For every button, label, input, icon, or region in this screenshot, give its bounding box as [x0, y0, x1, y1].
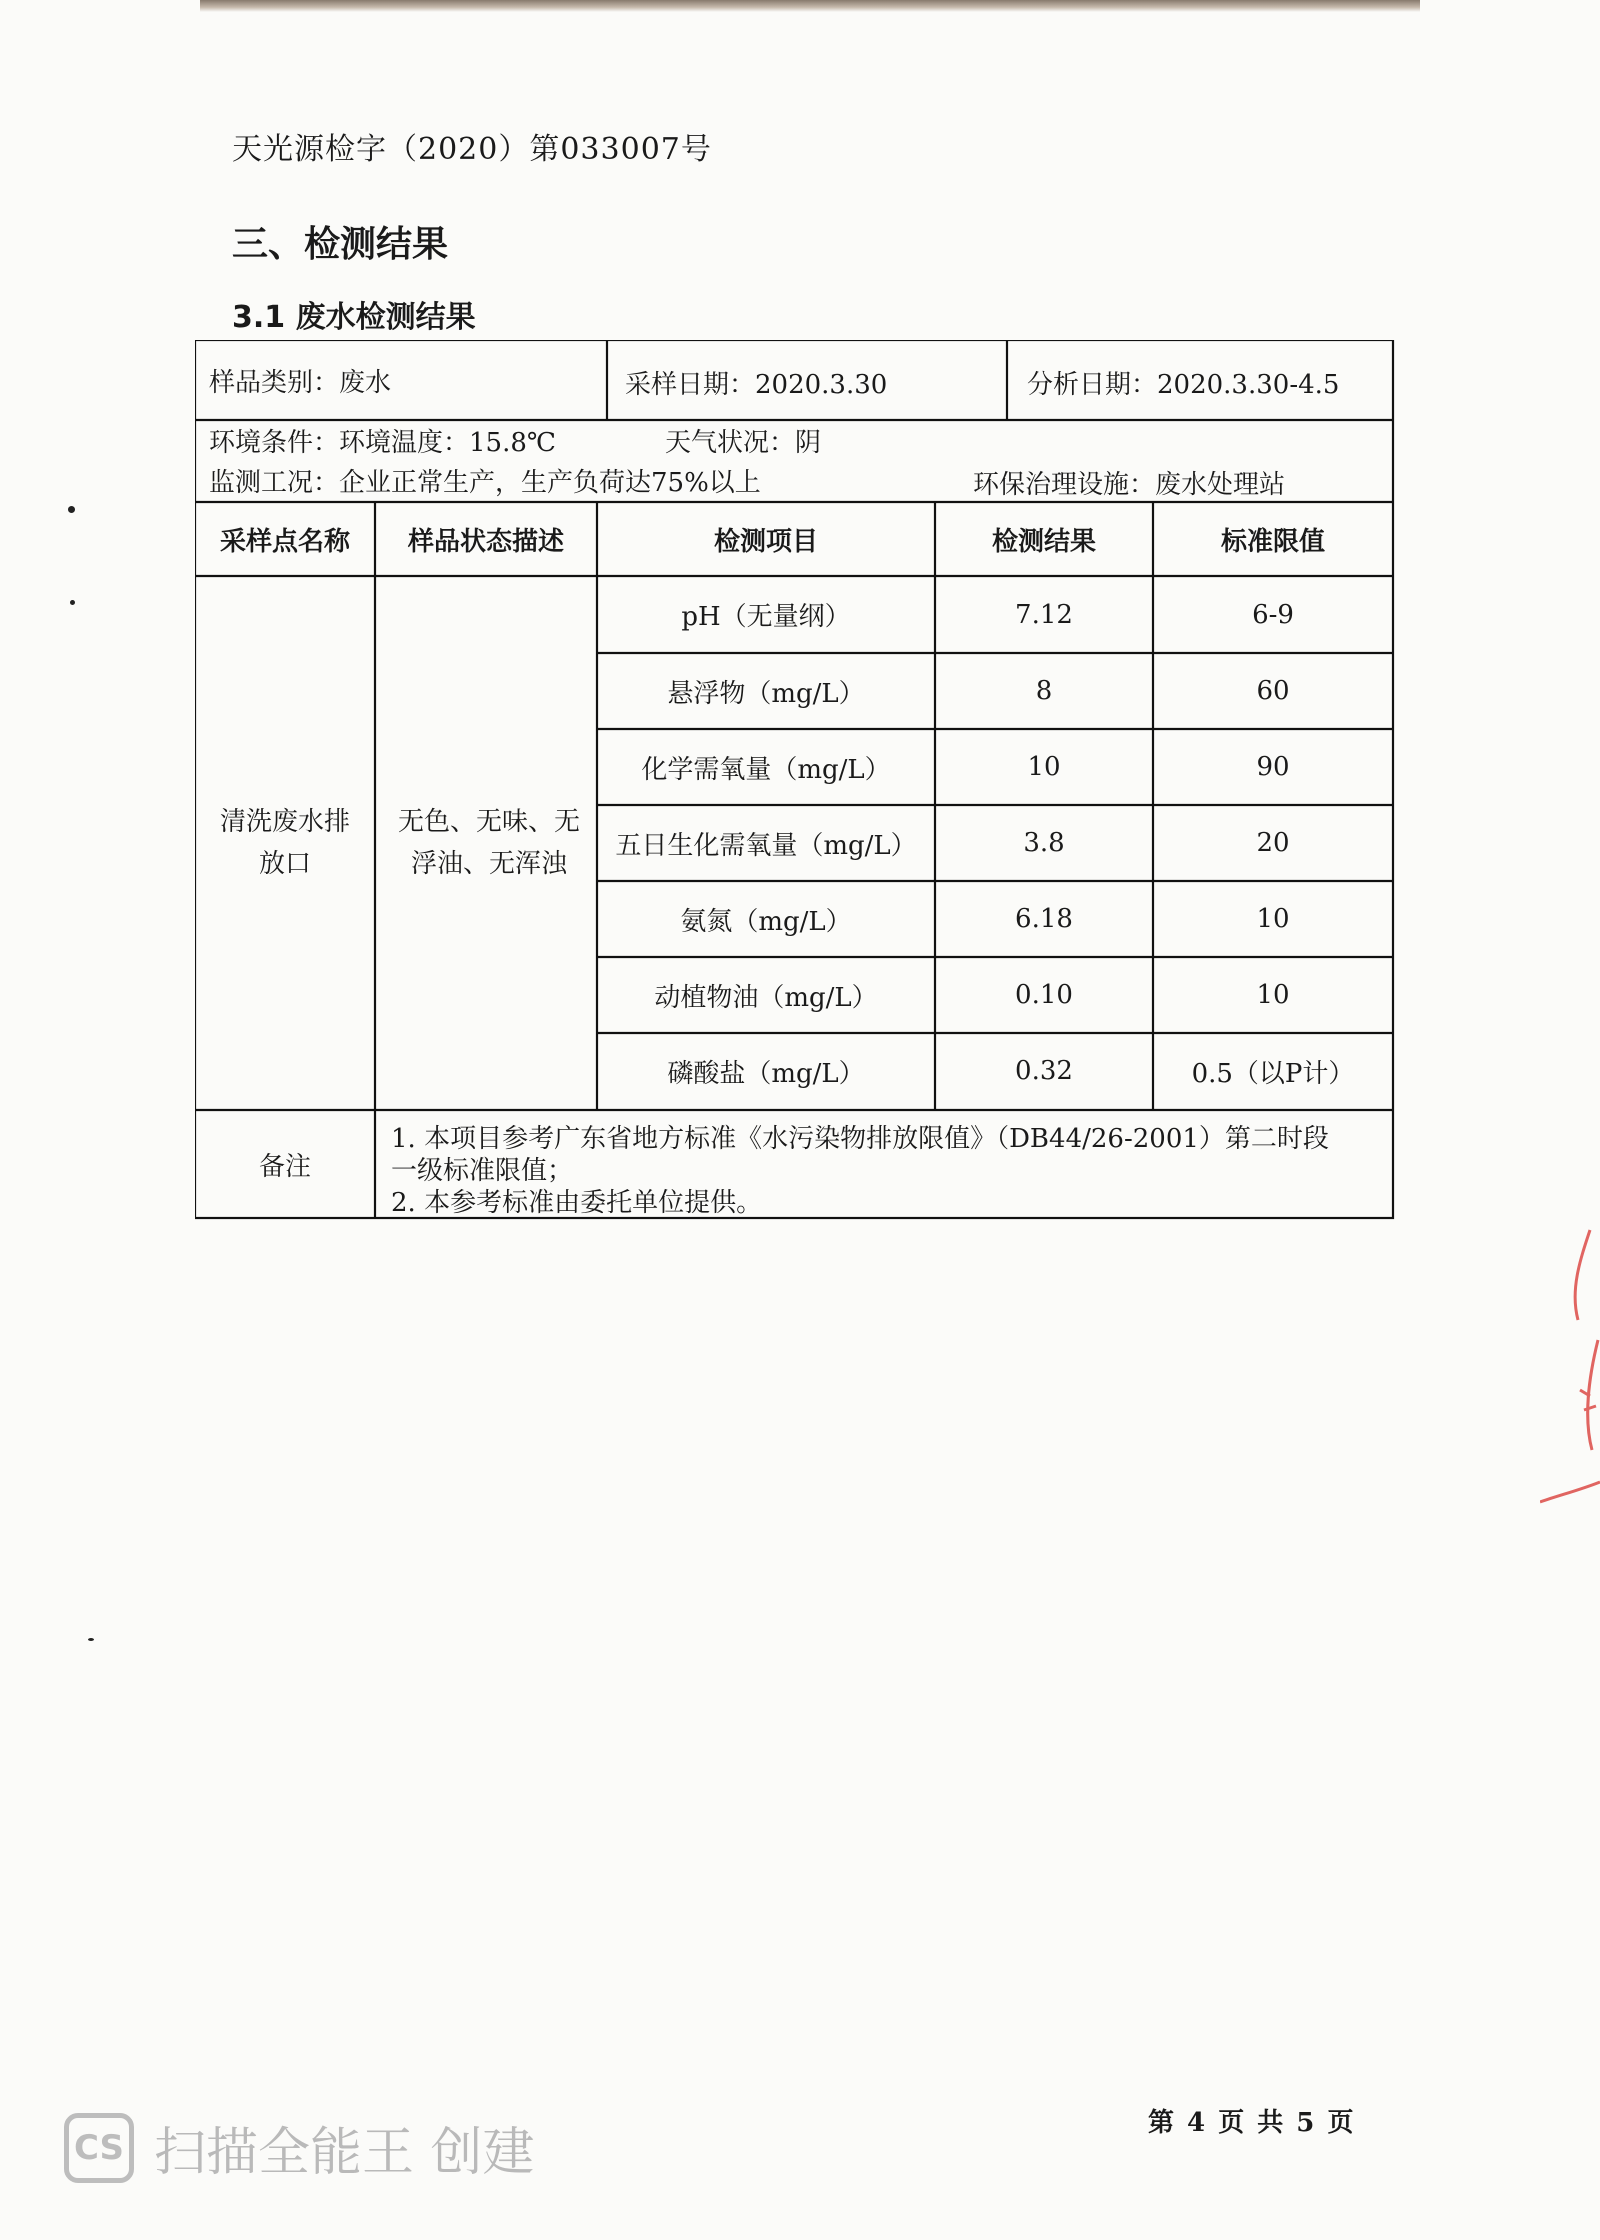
header-site: 采样点名称 — [219, 526, 350, 557]
item-cell: 悬浮物（mg/L） — [667, 678, 865, 709]
results-table — [195, 340, 1395, 1220]
sample-type: 样品类别：废水 — [209, 368, 392, 398]
result-cell: 7.12 — [1015, 599, 1073, 630]
limit-cell: 20 — [1256, 828, 1290, 858]
header-state: 样品状态描述 — [407, 526, 564, 557]
scan-speck — [70, 600, 75, 605]
result-cell: 6.18 — [1015, 904, 1073, 934]
header-result: 检测结果 — [991, 526, 1096, 557]
scan-speck — [88, 1638, 94, 1641]
section-title: 三、检测结果 — [232, 224, 449, 265]
scan-speck — [68, 506, 75, 513]
document-number: 天光源检字（2020）第033007号 — [232, 132, 712, 167]
item-cell: 磷酸盐（mg/L） — [667, 1058, 865, 1089]
sampling-site: 清洗废水排放口 — [219, 807, 350, 879]
limit-cell: 6-9 — [1252, 599, 1294, 630]
item-cell: 动植物油（mg/L） — [654, 982, 878, 1013]
scan-top-edge — [200, 0, 1420, 12]
monitoring-conditions: 监测工况：企业正常生产，生产负荷达75%以上 — [209, 468, 761, 498]
item-cell: 五日生化需氧量（mg/L） — [615, 830, 917, 861]
item-cell: 氨氮（mg/L） — [680, 906, 852, 937]
limit-cell: 60 — [1256, 676, 1290, 706]
watermark — [64, 2110, 535, 2185]
analysis-date: 分析日期：2020.3.30-4.5 — [1027, 370, 1340, 400]
result-cell: 0.10 — [1015, 980, 1073, 1010]
sampling-date: 采样日期：2020.3.30 — [625, 370, 888, 400]
result-cell: 10 — [1027, 752, 1061, 782]
page-number: 第 4 页 共 5 页 — [1148, 2108, 1356, 2138]
result-cell: 8 — [1035, 676, 1053, 706]
weather: 天气状况：阴 — [665, 428, 822, 458]
limit-cell: 10 — [1256, 904, 1290, 934]
sample-state: 无色、无味、无浮油、无浑浊 — [397, 807, 580, 879]
remark-line-2: 一级标准限值； — [391, 1156, 574, 1186]
header-item: 检测项目 — [713, 526, 818, 557]
header-limit: 标准限值 — [1220, 526, 1325, 557]
limit-cell: 10 — [1256, 980, 1290, 1010]
red-seal-stamp-fragment — [1540, 1220, 1600, 1520]
limit-cell: 0.5（以P计） — [1191, 1058, 1355, 1089]
camscanner-logo-icon: CS — [64, 2113, 134, 2183]
remarks-label: 备注 — [258, 1151, 311, 1182]
result-cell: 0.32 — [1015, 1056, 1073, 1086]
sub-section-title: 3.1 废水检测结果 — [232, 300, 476, 335]
item-cell: 化学需氧量（mg/L） — [641, 754, 891, 785]
treatment-facility: 环保治理设施：废水处理站 — [973, 470, 1286, 500]
item-cell: pH（无量纲） — [681, 602, 851, 632]
watermark-text: 扫描全能王 创建 — [154, 2123, 535, 2183]
remark-line-3: 2. 本参考标准由委托单位提供。 — [391, 1188, 763, 1218]
limit-cell: 90 — [1256, 752, 1290, 782]
env-conditions: 环境条件：环境温度：15.8℃ — [209, 428, 556, 458]
result-cell: 3.8 — [1023, 828, 1065, 858]
remark-line-1: 1. 本项目参考广东省地方标准《水污染物排放限值》（DB44/26-2001）第二时段 — [391, 1124, 1329, 1154]
